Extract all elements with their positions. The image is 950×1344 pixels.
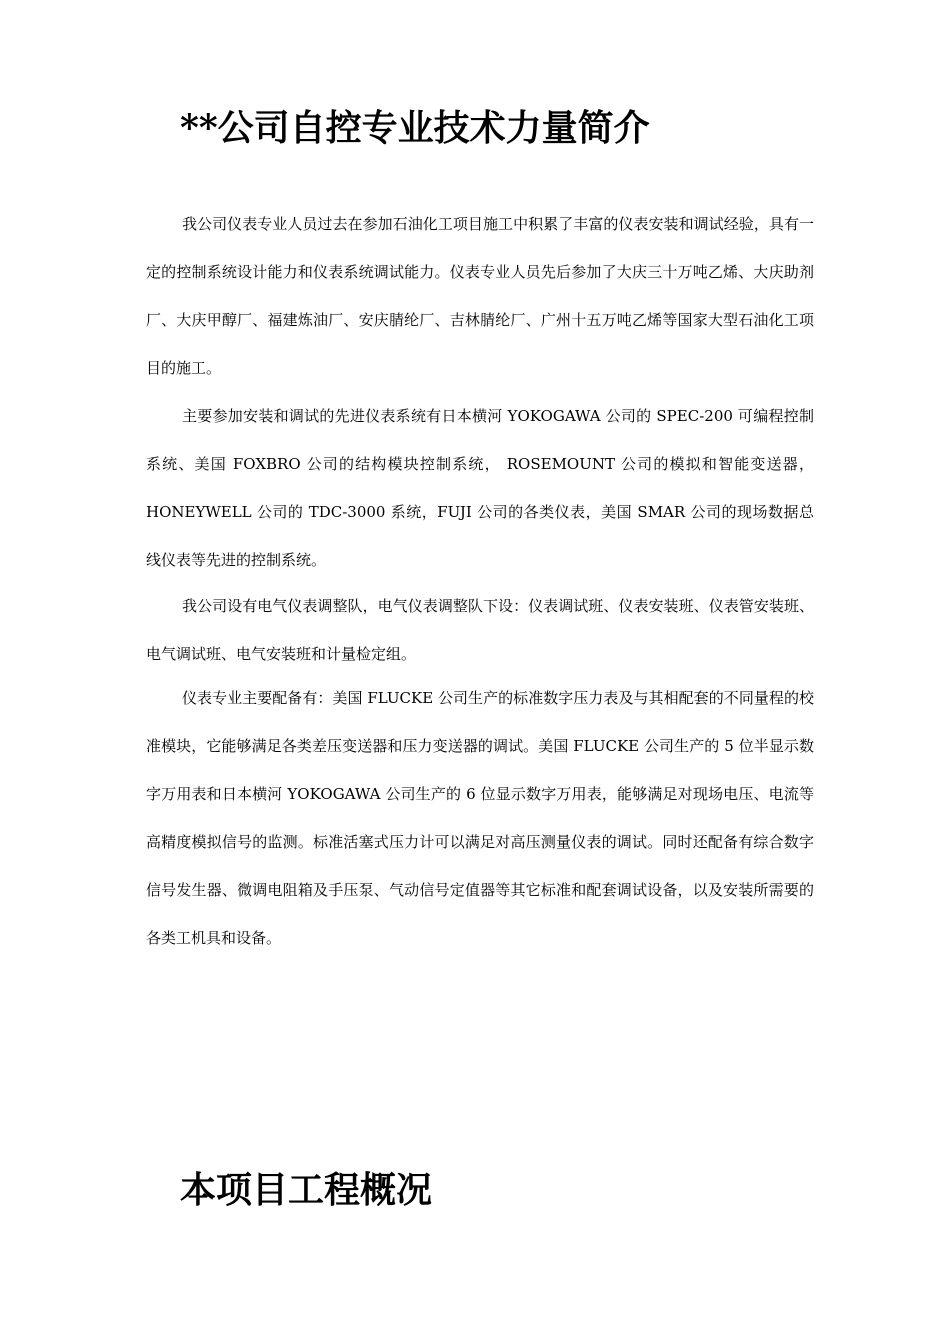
paragraph-experience: 我公司仪表专业人员过去在参加石油化工项目施工中积累了丰富的仪表安装和调试经验，具有一定的控制系统设计能力和仪表系统调试能力。仪表专业人员先后参加了大庆三十万吨乙烯、大庆助剂厂、大庆甲醇厂、福建炼油厂、安庆腈纶厂、吉林腈纶厂、广州十五万吨乙烯等国家大型石油化工项目的施工。 bbox=[146, 215, 814, 377]
page-title: **公司自控专业技术力量简介 bbox=[180, 107, 650, 149]
paragraph-team: 我公司设有电气仪表调整队，电气仪表调整队下设：仪表调试班、仪表安装班、仪表管安装班、电气调试班、电气安装班和计量检定组。 bbox=[146, 597, 814, 663]
section-heading: 本项目工程概况 bbox=[180, 1169, 433, 1211]
paragraph-systems: 主要参加安装和调试的先进仪表系统有日本横河 YOKOGAWA 公司的 SPEC-200 可编程控制系统、美国 FOXBRO 公司的结构模块控制系统， ROSEMOUNT 公司的模拟和智能变送器，HONEYWELL 公司的 TDC-3000 系统，FUJI 公司的各类仪表，美国 SMAR 公司的现场数据总线仪表等先进的控制系统。 bbox=[146, 407, 814, 569]
paragraph-equipment: 仪表专业主要配备有：美国 FLUCKE 公司生产的标准数字压力表及与其相配套的不同量程的校准模块，它能够满足各类差压变送器和压力变送器的调试。美国 FLUCKE 公司生产的 5 位半显示数字万用表和日本横河 YOKOGAWA 公司生产的 6 位显示数字万用表，能够满足对现场电压、电流等高精度模拟信号的监测。标准活塞式压力计可以满足对高压测量仪表的调试。同时还配备有综合数字信号发生器、微调电阻箱及手压泵、气动信号定值器等其它标准和配套调试设备，以及安装所需要的各类工机具和设备。 bbox=[146, 689, 814, 947]
